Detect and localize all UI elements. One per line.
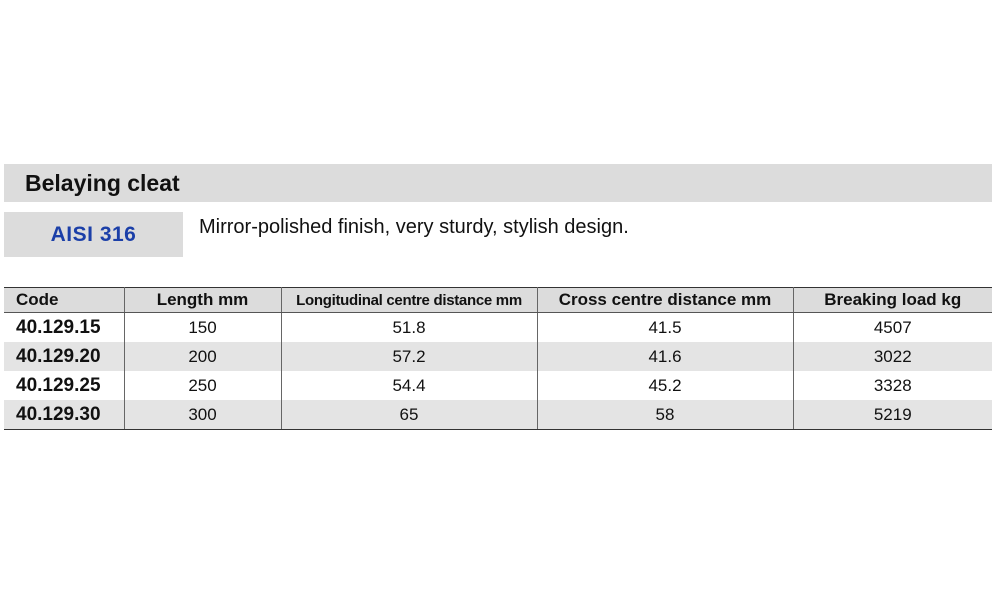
cell-cross: 45.2 <box>537 371 793 400</box>
material-badge <box>4 212 183 257</box>
cell-longitudinal: 57.2 <box>281 342 537 371</box>
cell-longitudinal: 54.4 <box>281 371 537 400</box>
cell-length: 150 <box>124 313 281 343</box>
cell-breaking: 3328 <box>793 371 992 400</box>
cell-breaking: 3022 <box>793 342 992 371</box>
header-longitudinal: Longitudinal centre distance mm <box>281 288 537 313</box>
cell-length: 300 <box>124 400 281 430</box>
cell-code: 40.129.30 <box>4 400 124 430</box>
cell-cross: 58 <box>537 400 793 430</box>
product-title: Belaying cleat <box>25 169 180 196</box>
table-row <box>4 342 992 371</box>
cell-code: 40.129.15 <box>4 313 124 343</box>
table-row <box>4 371 992 400</box>
header-code: Code <box>4 288 124 313</box>
table-header-row <box>4 288 992 313</box>
cell-code: 40.129.25 <box>4 371 124 400</box>
specification-table <box>4 287 992 430</box>
cell-length: 250 <box>124 371 281 400</box>
product-title-bar <box>4 164 992 202</box>
material-label: AISI 316 <box>50 222 137 246</box>
cell-longitudinal: 51.8 <box>281 313 537 343</box>
header-length: Length mm <box>124 288 281 313</box>
cell-breaking: 5219 <box>793 400 992 430</box>
cell-code: 40.129.20 <box>4 342 124 371</box>
header-breaking: Breaking load kg <box>793 288 992 313</box>
cell-cross: 41.5 <box>537 313 793 343</box>
table-row <box>4 400 992 430</box>
cell-length: 200 <box>124 342 281 371</box>
cell-breaking: 4507 <box>793 313 992 343</box>
cell-longitudinal: 65 <box>281 400 537 430</box>
header-cross: Cross centre distance mm <box>537 288 793 313</box>
cell-cross: 41.6 <box>537 342 793 371</box>
product-description: Mirror-polished finish, very sturdy, stylish design. <box>199 216 629 238</box>
table-row <box>4 313 992 343</box>
